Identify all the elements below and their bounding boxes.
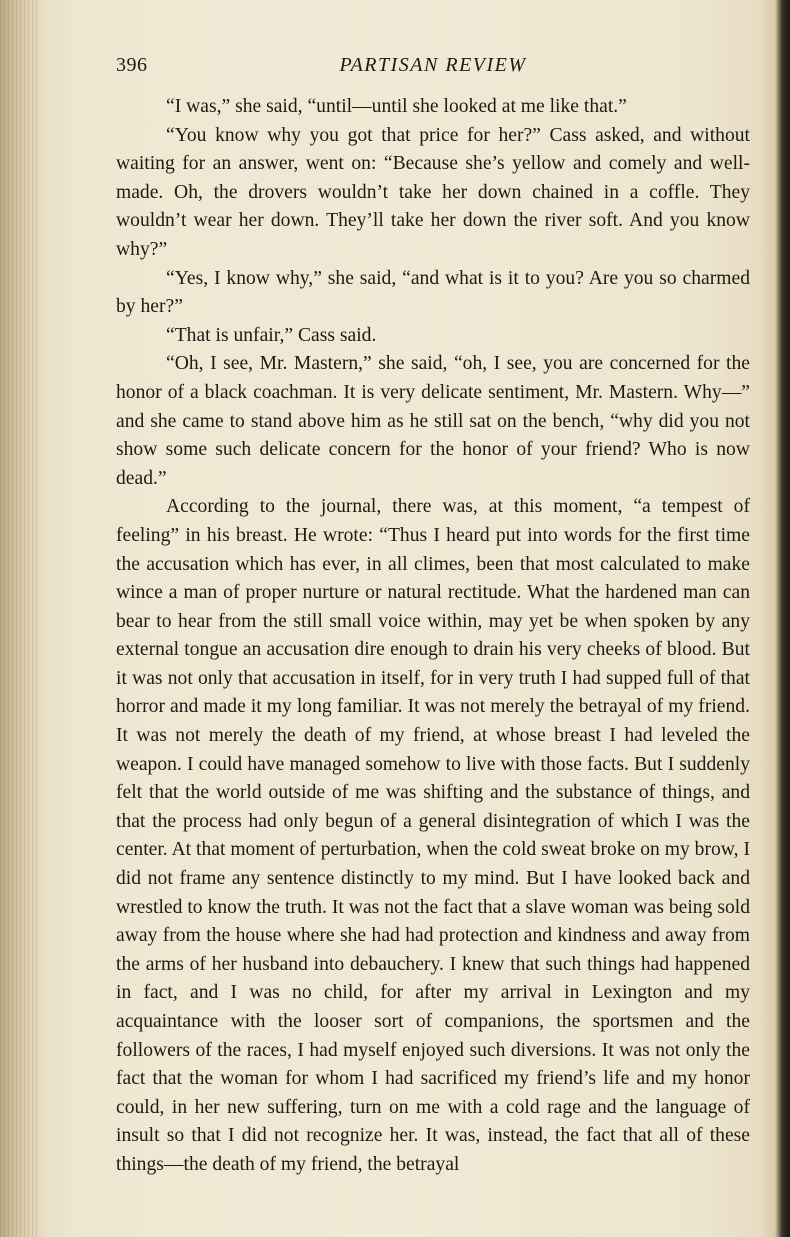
body-text — [116, 93, 750, 1180]
binding-gutter — [0, 0, 40, 1237]
paragraph: According to the journal, there was, at this moment, “a tempest of feeling” in his breast. He wrote: “Thus I heard put into words for the first time the accusation which has ever, in all climes, been that most calculated to make wince a man of proper nurture or natural rectitude. What the hardened man can bear to hear from the still small voice within, may yet be when spoken by any external tongue an accusation dire enough to drain his very cheeks of blood. But it was not only that accusation in itself, for in very truth I had supped full of that horror and made it my long familiar. It was not merely the betrayal of my friend. It was not merely the death of my friend, at whose breast I had leveled the weapon. I could have managed somehow to live with those facts. But I suddenly felt that the world outside of me was shifting and the substance of things, and that the process had only begun of a general disintegration of which I was the center. At that moment of perturbation, when the cold sweat broke on my brow, I did not frame any sentence distinctly to my mind. But I have looked back and wrestled to know the truth. It was not the fact that a slave woman was being sold away from the house where she had had protection and kindness and away from the arms of her husband into debauchery. I knew that such things had happened in fact, and I was no child, for after my arrival in Lexington and my acquaintance with the looser sort of companions, the sportsmen and the followers of the races, I had myself enjoyed such diversions. It was not only the fact that the woman for whom I had sacrificed my friend’s life and my honor could, in her new suffering, turn on me with a cold rage and the language of insult so that I did not recognize her. It was, instead, the fact that all of these things—the death of my friend, the betrayal — [116, 496, 750, 1175]
page-number: 396 — [116, 54, 148, 76]
paragraph: “You know why you got that price for her?” Cass asked, and without waiting for an answer, went on: “Because she’s yellow and comely and well-made. Oh, the drovers wouldn’t take her down chained in a coffle. They wouldn’t wear her down. They’ll take her down the river soft. And you know why?” — [116, 124, 750, 260]
running-head: PARTISAN REVIEW — [339, 54, 527, 76]
paragraph: “Yes, I know why,” she said, “and what is it to you? Are you so charmed by her?” — [116, 267, 750, 318]
page-header — [116, 54, 750, 78]
paragraph: “I was,” she said, “until—until she looked at me like that.” — [166, 96, 627, 117]
paragraph: “That is unfair,” Cass said. — [166, 324, 377, 346]
paragraph: “Oh, I see, Mr. Mastern,” she said, “oh, I see, you are concerned for the honor of a black coachman. It is very delicate sentiment, Mr. Mastern. Why—” and she came to stand above him as he still sat on the bench, “why did you not show some such delicate concern for the honor of your friend? Who is now dead.” — [116, 353, 750, 489]
